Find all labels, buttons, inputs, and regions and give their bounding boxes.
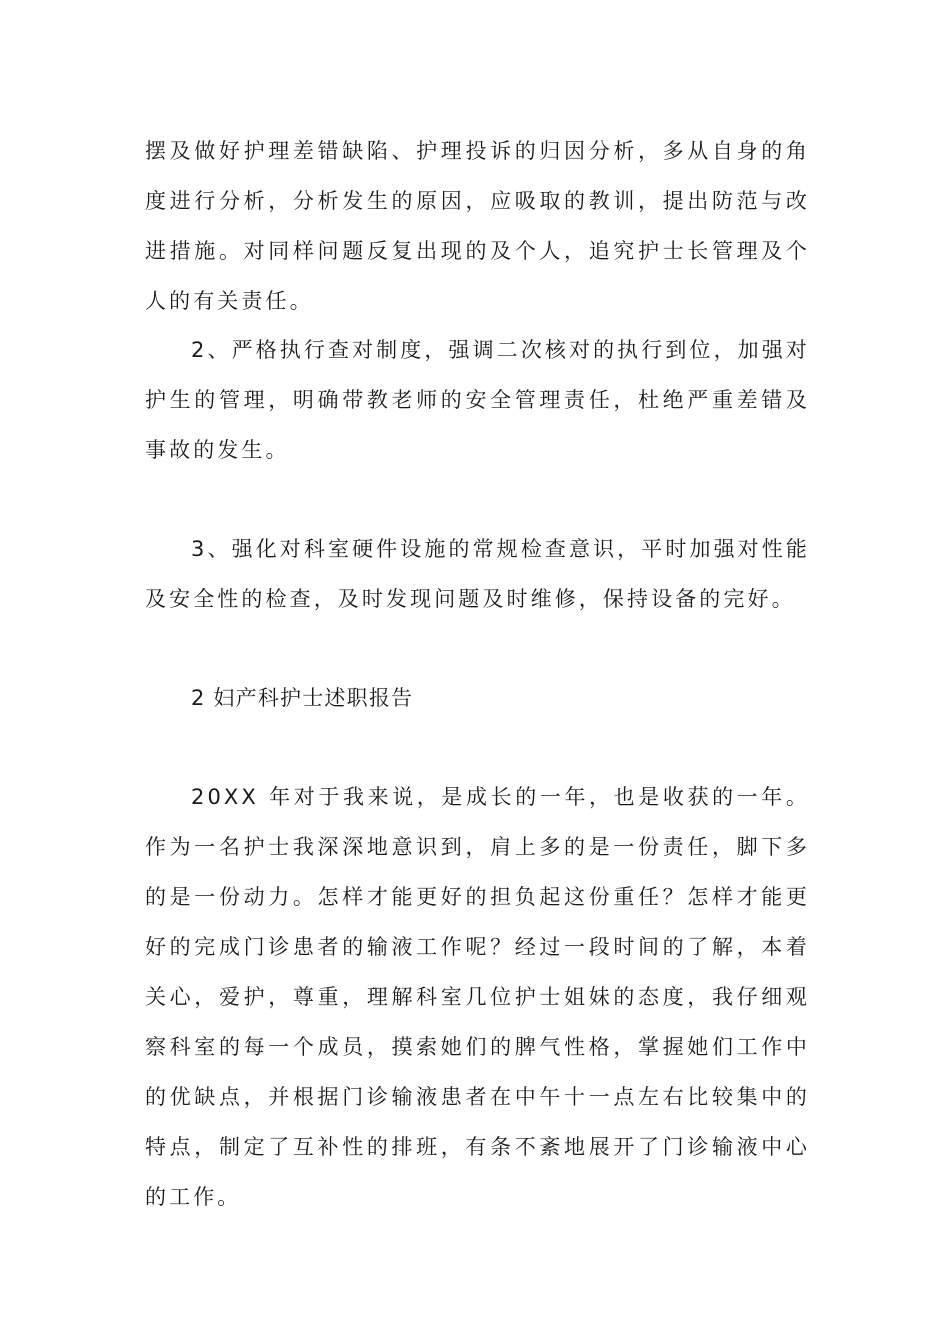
- paragraph-item-2: 2、严格执行查对制度，强调二次核对的执行到位，加强对护生的管理，明确带教老师的安全管理责任，杜绝严重差错及事故的发生。: [145, 338, 810, 462]
- paragraph-continued: 摆及做好护理差错缺陷、护理投诉的归因分析，多从自身的角度进行分析，分析发生的原因，应吸取的教训，提出防范与改进措施。对同样问题反复出现的及个人，追究护士长管理及个人的有关责任。: [145, 139, 810, 313]
- section-heading: 2 妇产科护士述职报告: [191, 686, 414, 710]
- paragraph-item-3: 3、强化对科室硬件设施的常规检查意识，平时加强对性能及安全性的检查，及时发现问题及时维修，保持设备的完好。: [145, 537, 810, 611]
- paragraph-report-body: 20XX 年对于我来说，是成长的一年，也是收获的一年。作为一名护士我深深地意识到，肩上多的是一份责任，脚下多的是一份动力。怎样才能更好的担负起这份重任？怎样才能更好的完成门诊患者的输液工作呢？经过一段时间的了解，本着关心，爱护，尊重，理解科室几位护士姐妹的态度，我仔细观察科室的每一个成员，摸索她们的脾气性格，掌握她们工作中的优缺点，并根据门诊输液患者在中午十一点左右比较集中的特点，制定了互补性的排班，有条不紊地展开了门诊输液中心的工作。: [145, 785, 810, 1209]
